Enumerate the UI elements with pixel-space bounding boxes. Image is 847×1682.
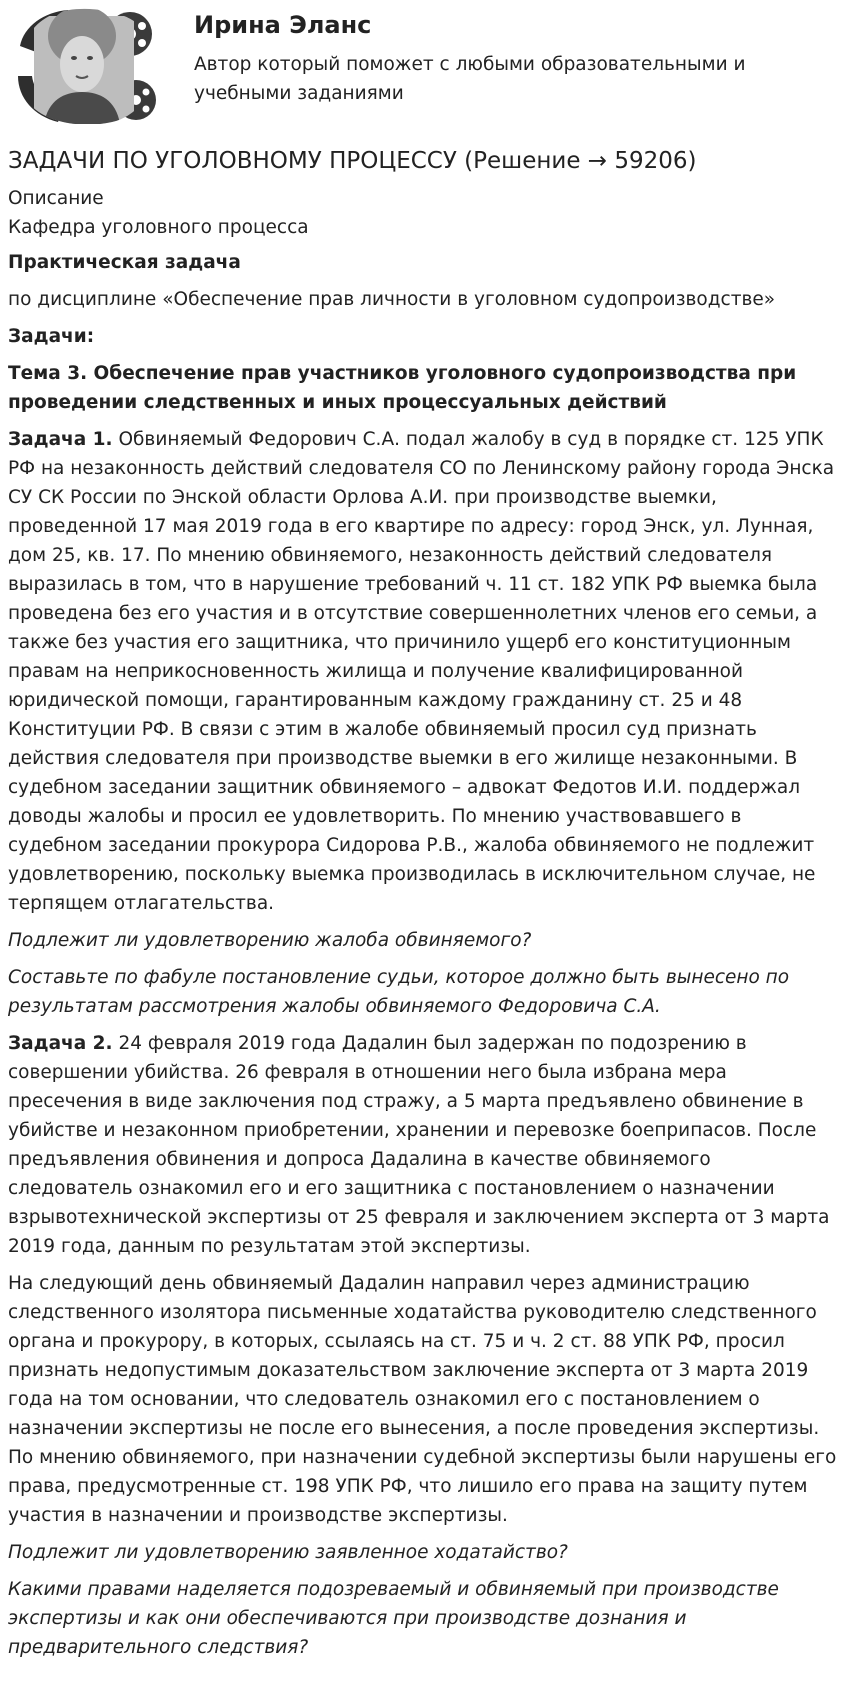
document-content (8, 130, 839, 1662)
task-2-paragraph-2: На следующий день обвиняемый Дадалин направил через администрацию следственного изолятора письменные ходатайства руководителю следственного органа и прокурору, в которых, ссылаясь на ст. 75 и ч. 2 ст. 88 УПК РФ, просил признать недопустимым доказательством заключение эксперта от 3 марта 2019 года на том основании, что следователь ознакомил его с постановлением о назначении экспертизы не после его вынесения, а после проведения экспертизы. По мнению обвиняемого, при назначении судебной экспертизы были нарушены его права, предусмотренные ст. 198 УПК РФ, что лишило его права на защиту путем участия в назначении и производстве экспертизы. (8, 1273, 837, 1526)
task-2-question-1: Подлежит ли удовлетворению заявленное ходатайство? (8, 1542, 568, 1563)
discipline: по дисциплине «Обеспечение прав личности в уголовном судопроизводстве» (8, 289, 776, 310)
avatar-image (14, 6, 160, 126)
task-2-paragraph (8, 1029, 839, 1261)
author-card (8, 0, 839, 130)
task-2-text: 24 февраля 2019 года Дадалин был задержан по подозрению в совершении убийства. 26 февраля в отношении него была избрана мера пресечения в виде заключения под стражу, а 5 марта предъявлено обвинение в убийстве и незаконном приобретении, хранении и перевозке боеприпасов. После предъявления обвинения и допроса Дадалина в качестве обвиняемого следователь ознакомил его и его защитника с постановлением о назначении взрывотехнической экспертизы от 25 февраля и заключением эксперта от 3 марта 2019 года, данным по результатам этой экспертизы. (8, 1033, 830, 1257)
task-type: Практическая задача (8, 252, 241, 273)
department: Кафедра уголовного процесса (8, 217, 309, 238)
topic-heading: Тема 3. Обеспечение прав участников уголовного судопроизводства при проведении следственных и иных процессуальных действий (8, 363, 797, 413)
task-1-question-1: Подлежит ли удовлетворению жалоба обвиняемого? (8, 930, 532, 951)
task-1-question-2: Составьте по фабуле постановление судьи, которое должно быть вынесено по результатам рассмотрения жалобы обвиняемого Федоровича С.А. (8, 967, 790, 1017)
tasks-label: Задачи: (8, 326, 95, 347)
description-label: Описание (8, 188, 104, 209)
task-2-label: Задача 2. (8, 1033, 113, 1054)
avatar[interactable] (14, 6, 160, 126)
document-title: ЗАДАЧИ ПО УГОЛОВНОМУ ПРОЦЕССУ (Решение → 59206) (8, 148, 697, 174)
task-1-text: Обвиняемый Федорович С.А. подал жалобу в суд в порядке ст. 125 УПК РФ на незаконность действий следователя СО по Ленинскому району города Энска СУ СК России по Энской области Орлова А.И. при производстве выемки, проведенной 17 мая 2019 года в его квартире по адресу: город Энск, ул. Лунная, дом 25, кв. 17. По мнению обвиняемого, незаконность действий следователя выразилась в том, что в нарушение требований ч. 11 ст. 182 УПК РФ выемка была проведена без его участия и в отсутствие совершеннолетних членов его семьи, а также без участия его защитника, что причинило ущерб его конституционным правам на неприкосновенность жилища и получение квалифицированной юридической помощи, гарантированным каждому гражданину ст. 25 и 48 Конституции РФ. В связи с этим в жалобе обвиняемый просил суд признать действия следователя при производстве выемки в его жилище незаконными. В судебном заседании защитник обвиняемого – адвокат Федотов И.И. поддержал доводы жалобы и просил ее удовлетворить. По мнению участвовавшего в судебном заседании прокурора Сидорова Р.В., жалоба обвиняемого не подлежит удовлетворению, поскольку выемка производилась в исключительном случае, не терпящем отлагательства. (8, 429, 835, 914)
author-description: Автор который поможет с любыми образовательными и учебными заданиями (194, 54, 746, 104)
author-name[interactable]: Ирина Эланс (194, 11, 372, 39)
task-2-question-2: Какими правами наделяется подозреваемый и обвиняемый при производстве экспертизы и как они обеспечиваются при производстве дознания и предварительного следствия? (8, 1579, 779, 1658)
task-1-label: Задача 1. (8, 429, 113, 450)
task-1-paragraph (8, 425, 839, 918)
